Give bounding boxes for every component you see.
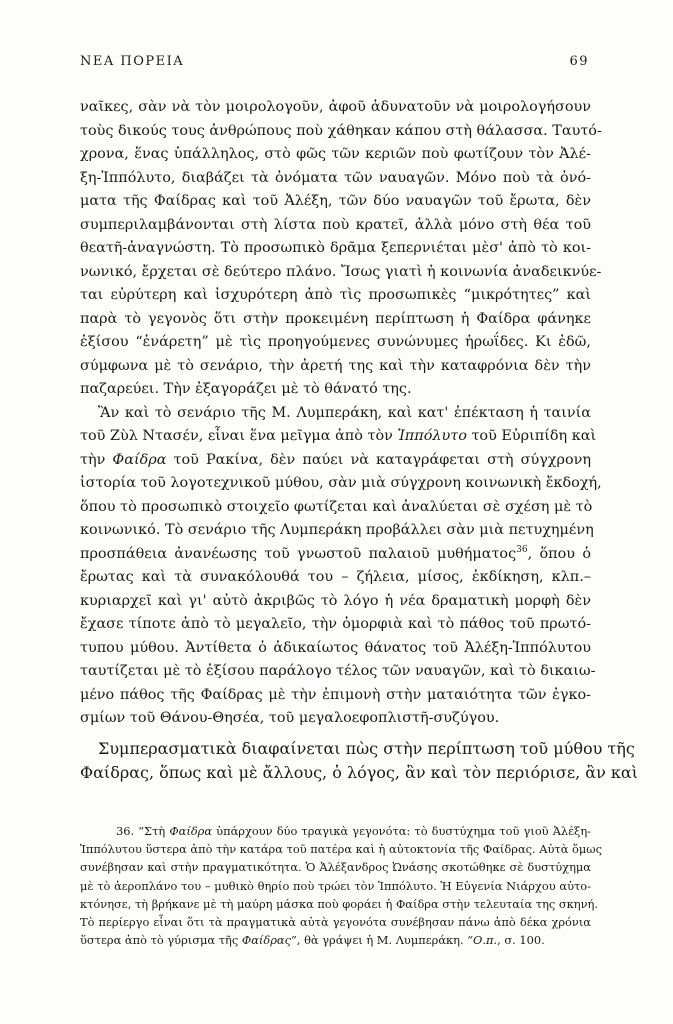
work-title-phaedra: Φαίδρα — [169, 824, 213, 838]
text-segment: προσπάθεια ἀνανέωσης τοῦ γνωστοῦ παλαιοῦ μυθήματος — [80, 545, 517, 562]
text-line: τυπου μύθου. Ἀντίθετα ὁ ἀδικαίωτος θάνατος τοῦ Ἀλέξη-Ἱππόλυτου — [80, 639, 591, 656]
text-line: κοινωνικό. Τὸ σενάριο τῆς Λυμπεράκη προβάλλει σὰν μιὰ πετυχημένη — [80, 522, 594, 538]
text-line — [80, 449, 591, 473]
text-segment: ”, θὰ γράψει ἡ Μ. Λυμπεράκη. — [291, 933, 468, 948]
text-line: ἐξίσου “ἐνάρετη” μὲ τὶς προηγούμενες συνώνυμες ἡρωΐδες. Κι ἐδῶ, — [80, 334, 591, 350]
work-title-phaedra: Φαίδρα — [112, 451, 167, 468]
text-line: θεατῆ-ἀναγνώστη. Τὸ προσωπικὸ δρᾶμα ξεπερνιέται μὲσ' ἀπὸ τὸ κοι- — [80, 240, 591, 256]
text-line: σύμφωνα μὲ τὸ σενάριο, τὴν ἀρετή της καὶ τὴν καταφρόνια δὲν τὴν — [80, 357, 591, 374]
footnote-36 — [80, 822, 602, 949]
footnote-line — [80, 822, 591, 840]
text-line: Ἂν καὶ τὸ σενάριο τῆς Μ. Λυμπεράκη, καὶ κατ' ἐπέκταση ἡ ταινία — [98, 404, 591, 421]
text-segment: , σ. 100. — [497, 933, 545, 948]
footnote-line — [80, 931, 591, 949]
text-segment: 36. “Στὴ — [116, 824, 170, 838]
text-line: κυριαρχεῖ καὶ γι' αὐτὸ ἀκριβῶς τὸ λόγο ἡ νέα δραματικὴ μορφὴ δὲν — [80, 592, 591, 609]
footnote-line: μὲ τὸ ἀεροπλάνο του – μυθικὸ θηρίο ποὺ τρώει τὸν Ἱππόλυτο. Ἡ Εὐγενία Νιάρχου αὐτο- — [80, 878, 591, 893]
text-segment: τοῦ Ζὺλ Ντασέν, εἶναι ἕνα μεῖγμα ἀπὸ τὸν — [80, 428, 398, 444]
text-line: Συμπερασματικὰ διαφαίνεται πὼς στὴν περίπτωση τοῦ μύθου τῆς — [98, 739, 635, 758]
text-segment: ὑπάρχουν δύο τραγικὰ γεγονότα: τὸ δυστύχημα τοῦ γιοῦ Ἀλέξη- — [212, 824, 591, 838]
footnote-line: Ἱππόλυτου ὕστερα ἀπὸ τὴν κατάρα τοῦ πατέρα καὶ ἡ αὐτοκτονία τῆς Φαίδρας. Αὐτὰ ὅμως — [80, 842, 602, 857]
text-line: παρὰ τὸ γεγονὸς ὅτι στὴν προκειμένη περίπτωση ἡ Φαίδρα φάνηκε — [80, 310, 591, 327]
text-segment: τοῦ Ρακίνα, δὲν παύει νὰ καταγράφεται στὴ σύγχρονη — [166, 451, 592, 468]
text-segment: τοῦ Εὐριπίδη καὶ — [466, 428, 597, 444]
paragraph-continued — [80, 96, 602, 402]
running-title: ΝΕΑ ΠΟΡΕΙΑ — [80, 54, 185, 69]
footnote-line: συνέβησαν καὶ στὴν πραγματικότητα. Ὁ Ἀλέξανδρος Ὠνάσης σκοτώθηκε σὲ δυστύχημα — [80, 860, 591, 875]
text-line: συμπεριλαμβάνονται στὴ λίστα ποὺ κρατεῖ, ἀλλὰ μόνο στὴ θέα τοῦ — [80, 216, 591, 233]
text-line: ὅπου τὸ προσωπικὸ στοιχεῖο φωτίζεται καὶ ἀναλύεται σὲ σχέση μὲ τὸ — [80, 498, 593, 515]
text-line: ται εὐρύτερη καὶ ἰσχυρότερη ἀπὸ τὶς προσωπικὲς “μικρότητες” καὶ — [80, 287, 591, 303]
main-text — [80, 96, 602, 731]
footnote-line: κτόνησε, τὴ βρήκανε μὲ τὴ μαύρη μάσκα ποὺ φοράει ἡ Φαίδρα στὴν τελευταία της σκηνή. — [80, 896, 598, 911]
text-line: σμίων τοῦ Θάνου-Θησέα, τοῦ μεγαλοεφοπλιστῆ-συζύγου. — [80, 710, 500, 726]
running-header — [80, 54, 589, 69]
citation-op-cit: “Ο.π. — [467, 933, 498, 948]
footnote-line: Τὸ περίεργο εἶναι ὅτι τὰ πραγματικὰ αὐτὰ γεγονότα συνέβησαν πάνω ἀπὸ δέκα χρόνια — [80, 914, 591, 929]
text-line: νωνικό, ἔρχεται σὲ δεύτερο πλάνο. Ἴσως γιατὶ ἡ κοινωνία ἀναδεικνύε- — [80, 263, 602, 280]
page-number: 69 — [569, 54, 589, 69]
text-line: ἔρωτας καὶ τὰ συνακόλουθά του – ζήλεια, μίσος, ἐκδίκηση, κλπ.– — [80, 569, 591, 585]
work-title-hippolytus: Ἱππόλυτο — [397, 428, 467, 444]
paragraph-hippolytus — [80, 402, 602, 731]
text-line: μένο πάθος τῆς Φαίδρας μὲ τὴν ἐπιμονὴ στὴν ματαιότητα τῶν ἐγκο- — [80, 686, 591, 703]
text-line: ἱστορία τοῦ λογοτεχνικοῦ μύθου, σὰν μιὰ σύγχρονη κοινωνικὴ ἔκδοχή, — [80, 475, 602, 491]
text-line: ναῖκες, σὰν νὰ τὸν μοιρολογοῦν, ἀφοῦ ἀδυνατοῦν νὰ μοιρολογήσουν — [80, 99, 591, 115]
work-title-phaedra: Φαίδρας — [241, 933, 291, 948]
text-line — [80, 425, 597, 449]
footnote-reference: 36 — [516, 544, 528, 555]
text-line — [80, 543, 591, 567]
text-line: ταυτίζεται μὲ τὸ ἐξίσου παράλογο τέλος τῶν ναυαγῶν, καὶ τὸ δικαιω- — [80, 663, 596, 679]
text-line: ξη-Ἱππόλυτο, διαβάζει τὰ ὀνόματα τῶν ναυαγῶν. Μόνο ποὺ τὰ ὀνό- — [80, 169, 591, 186]
text-line: παζαρεύει. Τὴν ἐξαγοράζει μὲ τὸ θάνατό της. — [80, 381, 412, 397]
conclusion-paragraph — [80, 736, 638, 783]
text-line: ἔχασε τίποτε ἀπὸ τὸ μεγαλεῖο, τὴν ὀμορφιὰ καὶ τὸ πάθος τοῦ πρωτό- — [80, 616, 591, 632]
text-line: ματα τῆς Φαίδρας καὶ τοῦ Ἀλέξη, τῶν δύο ναυαγῶν τοῦ ἔρωτα, δὲν — [80, 193, 591, 209]
text-segment: ὕστερα ἀπὸ τὸ γύρισμα τῆς — [80, 933, 242, 948]
text-line: χρονα, ἕνας ὑπάλληλος, στὸ φῶς τῶν κεριῶν ποὺ φωτίζουν τὸν Ἀλέ- — [80, 146, 591, 162]
text-line: τοὺς δικούς τους ἀνθρώπους ποὺ χάθηκαν κάπου στὴ θάλασσα. Ταυτό- — [80, 122, 602, 139]
text-segment: τὴν — [80, 451, 113, 468]
text-line: Φαίδρας, ὅπως καὶ μὲ ἄλλους, ὁ λόγος, ἂν καὶ τὸν περιόρισε, ἂν καὶ — [80, 762, 638, 782]
text-segment: , ὅπου ὁ — [527, 545, 591, 562]
